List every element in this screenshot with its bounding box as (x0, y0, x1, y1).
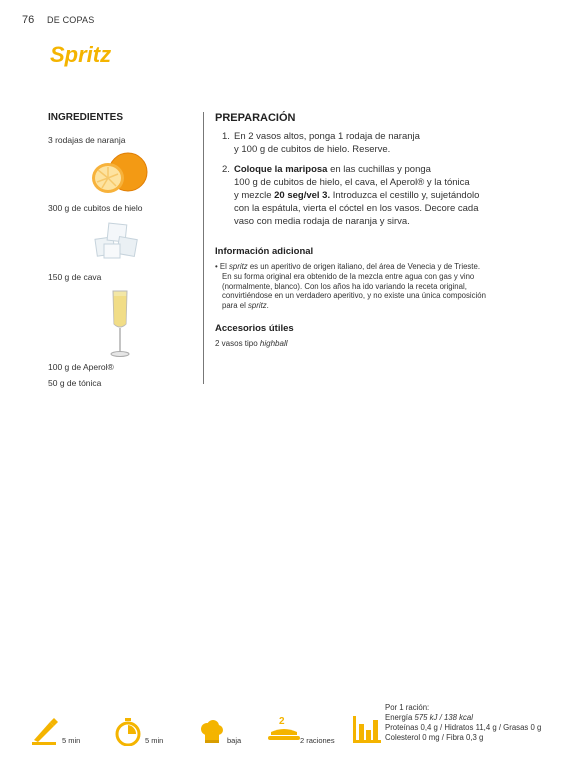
step-1 (222, 130, 522, 156)
portions-label: 2 raciones (300, 736, 335, 745)
step-line: y 100 g de cubitos de hielo. Reserve. (234, 144, 391, 155)
total-time-label: 5 min (145, 736, 164, 745)
portions-number: 2 (279, 716, 285, 727)
ingredient-item: 3 rodajas de naranja (48, 135, 126, 145)
info-text: es un aperitivo de origen italiano, del área de Venecia y de Trieste. (247, 262, 480, 271)
step-number: 2. (222, 164, 230, 175)
preparation-heading: PREPARACIÓN (215, 112, 296, 124)
step-text: en las cuchillas y ponga (327, 164, 431, 175)
prep-time-label: 5 min (62, 736, 81, 745)
step-number: 1. (222, 131, 230, 142)
additional-info-text (215, 262, 515, 311)
nutrition-chart-icon (352, 716, 382, 744)
nutrition-text: Energía (385, 713, 415, 722)
step-bold: 20 seg/vel 3. (274, 190, 331, 201)
step-line: vaso con media rodaja de naranja y sirva. (234, 216, 410, 227)
accessories-text-italic: highball (259, 339, 288, 348)
info-italic: spritz (248, 301, 267, 311)
nutrition-info (385, 703, 541, 743)
accessories-heading: Accesorios útiles (215, 323, 294, 334)
nutrition-title: Por 1 ración: (385, 703, 430, 712)
info-line: (normalmente, blanco). Con los años ha ido variando la receta original, (222, 281, 467, 291)
bullet: • (215, 262, 218, 271)
info-italic: spritz (229, 262, 248, 271)
nutrition-line: Proteínas 0,4 g / Hidratos 11,4 g / Grasas 0 g (385, 723, 542, 732)
step-line: con la espátula, vierta el cóctel en los vasos. Decore cada (234, 203, 479, 214)
ingredients-heading: INGREDIENTES (48, 112, 124, 123)
step-line: 100 g de cubitos de hielo, el cava, el Aperol® y la tónica (234, 177, 470, 188)
total-time-icon (115, 718, 141, 746)
accessories-text (215, 339, 288, 348)
info-text: para el (222, 301, 249, 311)
orange-icon (88, 150, 152, 198)
step-bold: Coloque la mariposa (234, 164, 328, 175)
prep-time-icon (30, 718, 60, 746)
step-line: En 2 vasos altos, ponga 1 rodaja de naranja (234, 131, 420, 142)
info-text: . (266, 301, 269, 311)
info-line: En su forma original era obtenido de la mezcla entre agua con gas y vino (222, 271, 475, 281)
portions-plate-icon (268, 728, 300, 744)
difficulty-label: baja (227, 736, 242, 745)
chef-hat-icon (200, 720, 224, 744)
ingredient-item: 150 g de cava (48, 272, 102, 282)
accessories-text-plain: 2 vasos tipo (215, 339, 260, 348)
info-text: El (219, 262, 230, 271)
recipe-title: Spritz (50, 42, 112, 67)
ice-cubes-icon (92, 218, 142, 262)
ingredient-item: 50 g de tónica (48, 378, 102, 388)
nutrition-line: Colesterol 0 mg / Fibra 0,3 g (385, 733, 484, 742)
page-number: 76 (22, 14, 35, 26)
additional-info-heading: Información adicional (215, 246, 314, 257)
ingredient-item: 300 g de cubitos de hielo (48, 203, 143, 213)
ingredient-item: 100 g de Aperol® (48, 362, 114, 372)
section-title: DE COPAS (47, 15, 95, 25)
step-2 (222, 163, 522, 229)
column-divider (203, 112, 204, 384)
nutrition-italic: 575 kJ / 138 kcal (414, 713, 473, 722)
champagne-glass-icon (106, 288, 134, 360)
info-line: convirtiéndose en un verdadero aperitivo, y no existe una única composición (222, 291, 486, 301)
step-text: y mezcle (234, 190, 275, 201)
step-text: Introduzca el cestillo y, sujetándolo (330, 190, 480, 201)
